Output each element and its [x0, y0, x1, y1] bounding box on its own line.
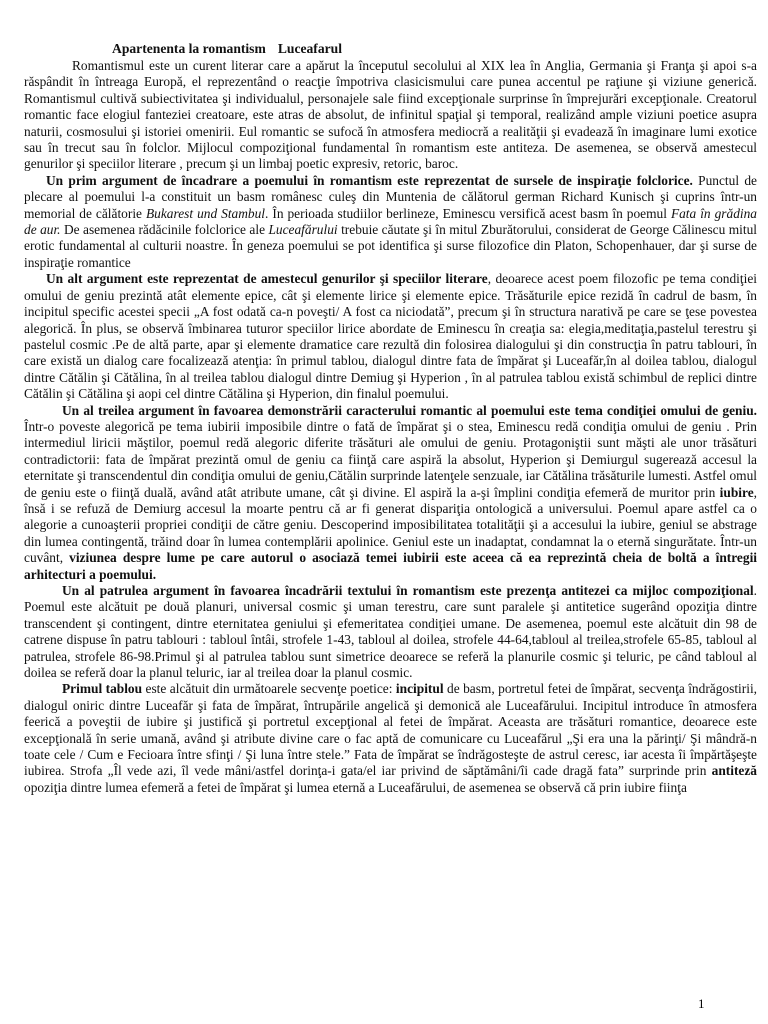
page-number: 1 — [698, 996, 705, 1011]
argument-2-heading: Un alt argument este reprezentat de amestecul genurilor şi speciilor literare — [46, 271, 488, 287]
title-text: Apartenenta la romantism — [112, 41, 266, 56]
paragraph-argument-4 — [24, 583, 757, 681]
paragraph-argument-1 — [24, 173, 757, 271]
paragraph-text: Într-o poveste alegorică pe tema iubirii imposibile dintre o fată de împărat şi o stea, Eminescu redă condiţia omului de geniu . Prin intermediul liricii măştilor, poemul redă alegoric diferite trăsături ale omului de geniu. Protagoniştii sunt măşti ale unor trăsături contradictorii: fata de împărat prezintă omul de geniu ca fiinţă care aspiră la absolut, Hyperion şi Demiurgul sugerează accesul la eternitate şi transcendentul din condiţia omului de geniu,Cătălin surprinde latenţele senzuale, iar Cătălina trăsăturile lumesti. Astfel omul de geniu este o fiinţă duală, având atât atribute umane, cât şi divine. El aspiră la a-şi împlini condiţia efemeră de muritor prin — [24, 418, 757, 500]
argument-3-heading: Un al treilea argument în favoarea demonstrării caracterului romantic al poemului este tema condiţiei omului de geniu. — [62, 402, 757, 418]
paragraph-text: de basm, portretul fetei de împărat, secvenţa îndrăgostirii, dialogul oniric dintre Luceafăr şi fata de împărat, întrupările angelică şi demonică ale Luceafărului. Incipitul introduce în atmosfera feerică a poveştii de iubire şi justifică şi portretul excepţional al fetei de împărat. Aceasta are trăsături romantice, deoarece este excepţională în serie umană, având şi atribute divine care o fac aptă de comunicare cu Luceafărul „Şi era una la părinţi/ Şi mândră-n toate cele / Cum e Fecioara între sfinţi / Şi luna între stele.” Fata de împărat se îndrăgosteşte de astrul ceresc, iar acesta îi împărtăşeşte iubirea. Strofa „Îl vede azi, îl vede mâni/astfel dorinţa-i gata/el iar privind de săptămâni/îi cade dragă fata” surprinde prin — [24, 681, 758, 779]
italic-title: Fata în grădina de aur. — [24, 205, 758, 238]
paragraph-text: . Poemul este alcătuit pe două planuri, universal cosmic şi uman terestru, care sunt paralele şi antitetice sugerând opoziţia dintre transcendent şi contingent, dintre eternitatea geniului şi efemeritatea condiţiei umane. De asemenea, poemul este alcătuit din 98 de catrene dispuse în patru tablouri : tabloul întâi, strofele 1-43, tabloul al doilea, strofele 44-64,tabloul al treilea,strofele 65-85, tabloul al patrulea, strofele 86-98.Primul şi al patrulea tablou sunt simetrice deoarece se referă la planurile cosmic şi teluric, pe când tabloul al doilea se referă doar la planul teluric, iar al treilea doar la planul cosmic. — [24, 583, 757, 681]
paragraph-text: opoziţia dintre lumea efemeră a fetei de împărat şi lumea eternă a Luceafărului, de asemenea se observă că prin iubire fiinţa — [24, 779, 687, 795]
bold-term: Primul tablou — [62, 681, 143, 697]
page-title — [112, 40, 757, 57]
argument-4-heading: Un al patrulea argument în favoarea încadrării textului în romantism este prezenţa antitezei ca mijloc compoziţional — [62, 583, 754, 598]
document-page — [24, 40, 757, 796]
bold-term: iubire — [719, 484, 754, 500]
bold-conclusion: viziunea despre lume pe care autorul o asociază temei iubirii este aceea că ea reprezintă cheia de boltă a întregii arhitecturi a poemului. — [24, 550, 758, 582]
paragraph-text: . În perioada studiilor berlineze, Eminescu versifică acest basm în poemul — [265, 205, 671, 221]
argument-1-heading: Un prim argument de încadrare a poemului în romantism este reprezentat de sursele de inspiraţie folclorice. — [46, 172, 693, 188]
paragraph-text: , deoarece acest poem filozofic pe tema condiţiei omului de geniu prezintă atât elemente epice, cât şi elemente lirice şi elemente epice. Trăsăturile epice rezidă în cadrul de basm, în incipitul specific acestei specii „A fost odată ca-n poveşti/ A fost ca niciodată”, precum şi în structura narativă pe care se ţese povestea alegorică. În plus, se observă îmbinarea tuturor speciilor lirice abordate de Eminescu în creaţia sa: elegia,meditaţia,pastelul terestru şi pastelul cosmic .Pe de altă parte, apar şi elemente dramatice care rezultă din folosirea dialogului şi din construcţia în patru tablouri, în care există un dialog care focalizează atenţia: în primul tablou, dialogul dintre fata de împărat şi Luceafăr,în al doilea tablou, dialogul dintre Cătălin şi Cătălina, în al treilea tablou dialogul dintre Demiug şi Hyperion , în al patrulea tablou există schimbul de replici dintre Cătălin şi Cătălina şi aopi cel dintre Cătălina şi Hyperion, din finalul poemului. — [24, 271, 758, 402]
bold-term: antiteză — [711, 763, 757, 779]
paragraph-text: , însă i se refuză de Demiurg accesul la moarte pentru că ar fi generat dispariţia ontologică a universului. Poemul apare astfel ca o alegorie a cunoaşterii propriei condiţii de către geniu. Descoperind imposibilitatea totalităţii şi a accesului la iubire, geniul se abstrage din lumea contingentă, trăind doar în lumea contemplării apolinice. Geniul este un inadaptat, condamnat la o eternă singurătate. Într-un cuvânt, — [24, 484, 757, 566]
paragraph-text: De asemenea rădăcinile folclorice ale — [60, 222, 269, 238]
paragraph-text: trebuie căutate şi în mitul Zburătorului, considerat de George Călinescu mitul erotic fundamental al culturii noastre. În geneza poemului se pot identifica şi surse filozofice din Platon, Schopenhauer, dar şi surse de inspiraţie romantice — [24, 222, 757, 270]
bold-term: incipitul — [395, 681, 444, 697]
paragraph-text: Punctul de plecare al poemului l-a constituit un basm românesc culeş din Muntenia de călătorul german Richard Kunisch şi cuprins într-un memorial de călătorie — [24, 172, 757, 221]
paragraph-intro: Romantismul este un curent literar care a apărut la începutul secolului al XIX lea în Anglia, Germania şi Franţa şi apoi s-a răspândit în întreaga Europă, el reprezentând o reacţie împotriva clasicismului care punea accentul pe raţiune şi viziune generică. Romantismul cultivă subiectivitatea şi individualul, personajele sale fiind excepţionale surprinse în împrejurări excepţionale. Creatorul romantic face elogiul fanteziei creatoare, este atras de absolut, de infinitul spaţial şi temporal, realizând ample viziuni poetice asupra naturii, cosmosului şi istoriei omenirii. Eul romantic se sufocă în atmosfera mediocră a realităţii şi evadează în imaginare lumi exotice sau în trecut sau în folclor. Mijlocul compoziţional fundamental în romantism este antiteza. De asemenea, se observă amestecul genurilor şi speciilor literare , precum şi un limbaj poetic expresiv, retoric, baroc. — [24, 58, 757, 172]
paragraph-argument-2 — [24, 271, 757, 402]
paragraph-argument-3 — [24, 403, 757, 583]
paragraph-text: este alcătuit din următoarele secvenţe poetice: — [142, 681, 396, 697]
italic-title: Bukarest und Stambul — [145, 205, 266, 221]
italic-title: Luceafărului — [268, 222, 338, 238]
paragraph-first-tableau — [24, 681, 757, 796]
title-subject: Luceafarul — [277, 41, 342, 56]
